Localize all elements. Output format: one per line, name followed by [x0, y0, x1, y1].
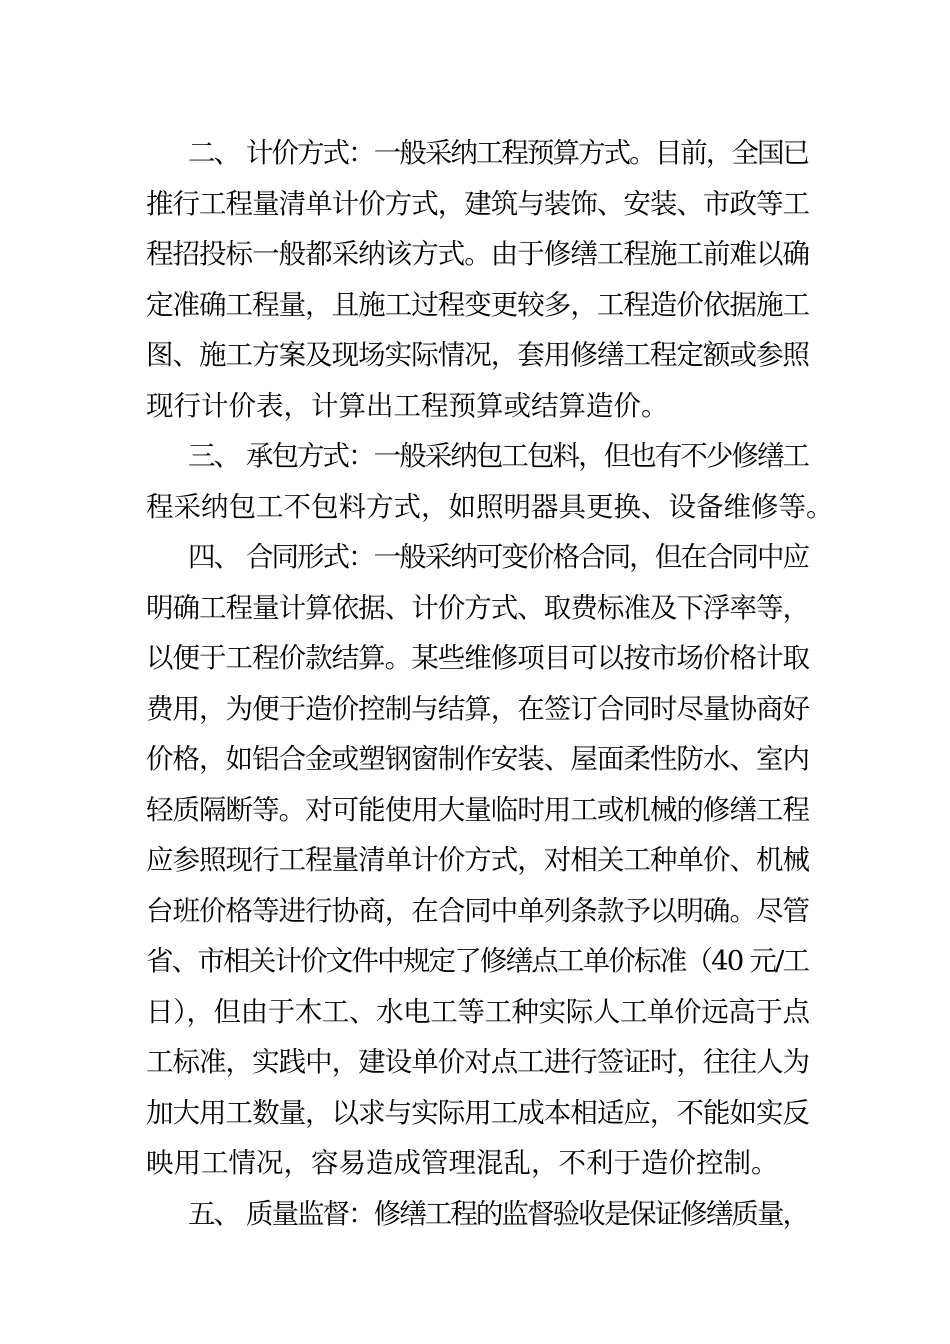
text-line: 五、 质量监督：修缮工程的监督验收是保证修缮质量，: [188, 1197, 809, 1230]
text-line: 明确工程量计算依据、计价方式、取费标准及下浮率等，: [146, 591, 810, 624]
text-line: 程采纳包工不包料方式，如照明器具更换、设备维修等。: [146, 490, 834, 523]
text-line: 工标准，实践中，建设单价对点工进行签证时，往往人为: [146, 1046, 810, 1078]
text-line: 四、 合同形式：一般采纳可变价格合同，但在合同中应: [188, 541, 809, 573]
text-line: 日），但由于木工、水电工等工种实际人工单价远高于点: [146, 995, 810, 1028]
text-line: 映用工情况，容易造成管理混乱，不利于造价控制。: [146, 1147, 779, 1179]
text-line: 轻质隔断等。对可能使用大量临时用工或机械的修缮工程: [146, 793, 810, 826]
document-body: [146, 128, 834, 1239]
text-line: 省、市相关计价文件中规定了修缮点工单价标准（40 元/工: [146, 945, 809, 977]
text-line: 现行计价表，计算出工程预算或结算造价。: [146, 389, 669, 422]
text-line: 费用，为便于造价控制与结算，在签订合同时尽量协商好: [146, 692, 810, 725]
text-line: 价格，如铝合金或塑钢窗制作安装、屋面柔性防水、室内: [146, 743, 810, 775]
text-line: 台班价格等进行协商，在合同中单列条款予以明确。尽管: [146, 894, 810, 927]
text-line: 以便于工程价款结算。某些维修项目可以按市场价格计取: [146, 642, 810, 674]
text-line: 定准确工程量，且施工过程变更较多，工程造价依据施工: [146, 288, 810, 321]
text-line: 三、 承包方式：一般采纳包工包料，但也有不少修缮工: [188, 440, 809, 472]
text-line: 图、施工方案及现场实际情况，套用修缮工程定额或参照: [146, 339, 810, 371]
text-line: 应参照现行工程量清单计价方式，对相关工种单价、机械: [146, 844, 810, 876]
text-line: 二、 计价方式：一般采纳工程预算方式。目前，全国已: [188, 137, 809, 169]
text-line: 加大用工数量，以求与实际用工成本相适应，不能如实反: [146, 1096, 810, 1129]
text-line: 推行工程量清单计价方式，建筑与装饰、安装、市政等工: [146, 187, 810, 220]
text-line: 程招投标一般都采纳该方式。由于修缮工程施工前难以确: [146, 238, 810, 270]
